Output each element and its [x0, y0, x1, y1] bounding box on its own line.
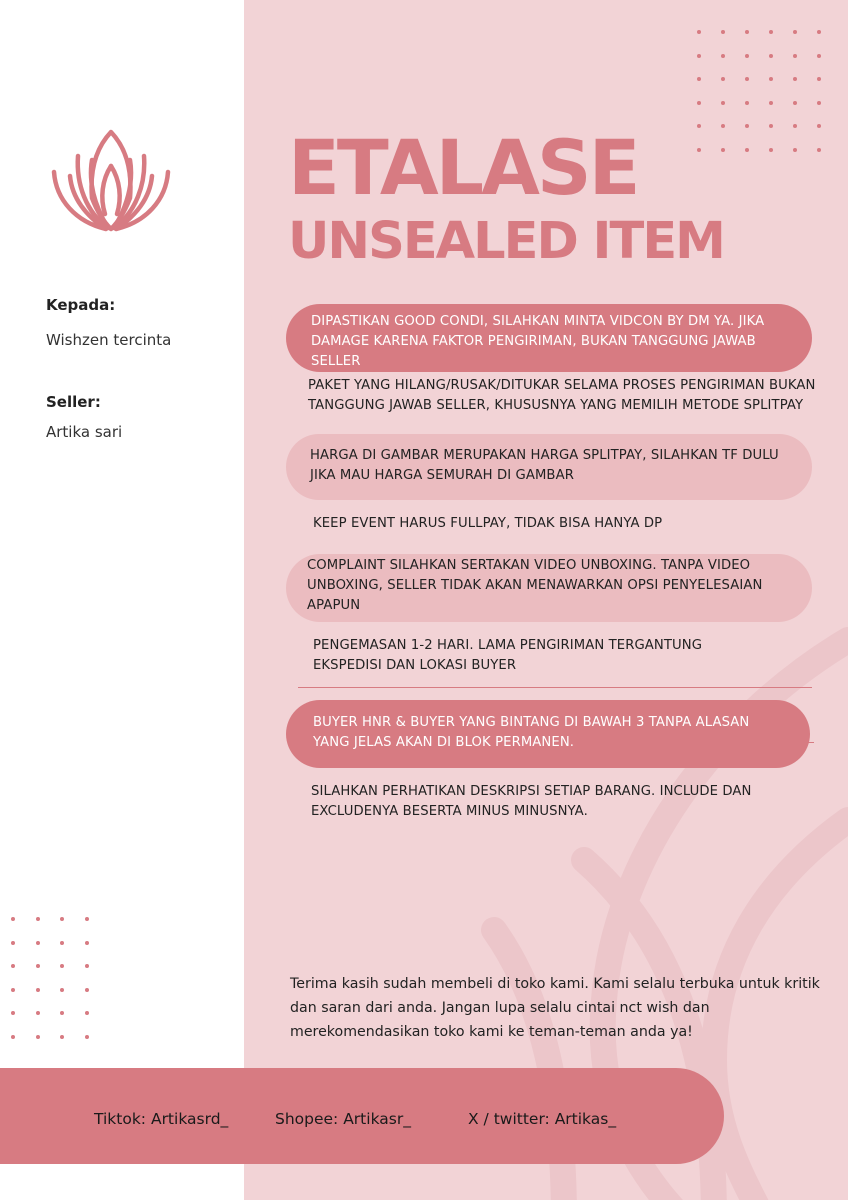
decor-dot [721, 124, 725, 128]
decor-dot [769, 148, 773, 152]
decor-dot [817, 54, 821, 58]
decor-dot [769, 30, 773, 34]
shopee-handle: Shopee: Artikasr_ [275, 1110, 411, 1128]
decor-dot [11, 1011, 15, 1015]
rule-text-7: BUYER HNR & BUYER YANG BINTANG DI BAWAH 3 TANPA ALASAN YANG JELAS AKAN DI BLOK PERMANEN. [313, 715, 750, 750]
thank-you-note: Terima kasih sudah membeli di toko kami. Kami selalu terbuka untuk kritik dan saran dari anda. Jangan lupa selalu cintai nct wish dan merekomendasikan toko kami ke teman-teman anda ya! [290, 976, 820, 1040]
decor-dot [11, 988, 15, 992]
decor-dot [697, 101, 701, 105]
decor-dot [85, 1035, 89, 1039]
decor-dot [745, 101, 749, 105]
decor-dot [745, 124, 749, 128]
decor-dot [697, 124, 701, 128]
decor-dot [817, 124, 821, 128]
decor-dot [697, 30, 701, 34]
seller-label: Seller: [46, 393, 101, 411]
decor-dot [745, 77, 749, 81]
decor-dot [793, 148, 797, 152]
decor-dot [697, 77, 701, 81]
decor-dot [817, 101, 821, 105]
decor-dot [11, 964, 15, 968]
decor-dot [721, 148, 725, 152]
decor-dot [817, 30, 821, 34]
title-line-2: UNSEALED ITEM [288, 212, 724, 271]
decor-dot [721, 101, 725, 105]
decor-dot [11, 941, 15, 945]
decor-dot [36, 941, 40, 945]
decor-dot [745, 54, 749, 58]
decor-dot [697, 148, 701, 152]
decor-dot [769, 77, 773, 81]
decor-dot [36, 917, 40, 921]
decor-dot [721, 77, 725, 81]
decor-dot [36, 1011, 40, 1015]
decor-dot [60, 988, 64, 992]
decor-dot [36, 988, 40, 992]
decor-dot [769, 101, 773, 105]
twitter-handle: X / twitter: Artikas_ [468, 1110, 617, 1128]
decor-dot [36, 1035, 40, 1039]
decor-dot [769, 124, 773, 128]
rule-text-2: PAKET YANG HILANG/RUSAK/DITUKAR SELAMA PROSES PENGIRIMAN BUKAN TANGGUNG JAWAB SELLER, KHUSUSNYA YANG MEMILIH METODE SPLITPAY [308, 378, 816, 413]
decor-dot [11, 1035, 15, 1039]
decor-dot [817, 148, 821, 152]
decor-dot [11, 917, 15, 921]
decor-dot [793, 54, 797, 58]
decor-dot [60, 941, 64, 945]
decor-dot [85, 941, 89, 945]
title-line-1: ETALASE [288, 123, 638, 212]
rule-text-1: DIPASTIKAN GOOD CONDI, SILAHKAN MINTA VIDCON BY DM YA. JIKA DAMAGE KARENA FAKTOR PENGIRIMAN, BUKAN TANGGUNG JAWAB SELLER [311, 314, 765, 369]
decor-dot [793, 77, 797, 81]
decor-dot [60, 917, 64, 921]
decor-dot [60, 964, 64, 968]
decor-dot [721, 30, 725, 34]
seller-name: Artika sari [46, 423, 123, 441]
rule-text-4: KEEP EVENT HARUS FULLPAY, TIDAK BISA HANYA DP [313, 516, 663, 531]
decor-dot [793, 30, 797, 34]
rule-text-8: SILAHKAN PERHATIKAN DESKRIPSI SETIAP BARANG. INCLUDE DAN EXCLUDENYA BESERTA MINUS MINUSNYA. [311, 784, 752, 819]
recipient-label: Kepada: [46, 296, 116, 314]
lotus-icon [50, 126, 172, 234]
decor-dot [60, 1035, 64, 1039]
decor-dot [745, 148, 749, 152]
decor-dot [697, 54, 701, 58]
decor-dot [36, 964, 40, 968]
tiktok-handle: Tiktok: Artikasrd_ [94, 1110, 229, 1128]
decor-dot [793, 124, 797, 128]
divider-tick [806, 742, 814, 743]
recipient-name: Wishzen tercinta [46, 331, 172, 349]
decor-dot [817, 77, 821, 81]
rule-text-3: HARGA DI GAMBAR MERUPAKAN HARGA SPLITPAY, SILAHKAN TF DULU JIKA MAU HARGA SEMURAH DI GAMBAR [310, 448, 779, 483]
decor-dot [745, 30, 749, 34]
decor-dot [85, 917, 89, 921]
decor-dot [85, 1011, 89, 1015]
rule-text-5: COMPLAINT SILAHKAN SERTAKAN VIDEO UNBOXING. TANPA VIDEO UNBOXING, SELLER TIDAK AKAN MENAWARKAN OPSI PENYELESAIAN APAPUN [307, 558, 763, 613]
decor-dot [769, 54, 773, 58]
decor-dot [721, 54, 725, 58]
decor-dot [793, 101, 797, 105]
decor-dot [85, 964, 89, 968]
rule-text-6: PENGEMASAN 1-2 HARI. LAMA PENGIRIMAN TERGANTUNG EKSPEDISI DAN LOKASI BUYER [313, 638, 703, 673]
divider-line [298, 687, 812, 688]
decor-dot [60, 1011, 64, 1015]
decor-dot [85, 988, 89, 992]
